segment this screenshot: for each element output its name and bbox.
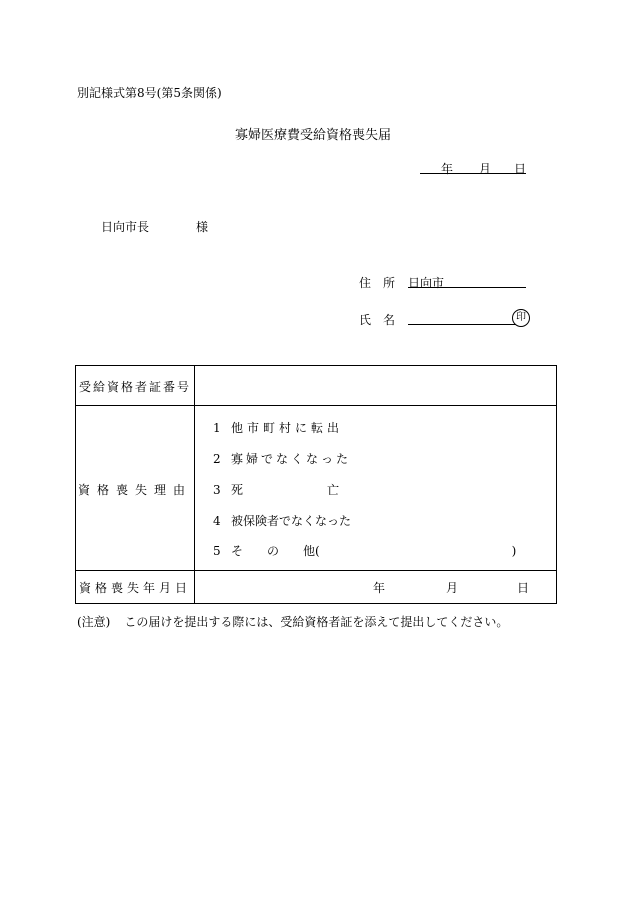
note-label: (注意) — [77, 615, 111, 629]
date-header-underline — [420, 161, 526, 174]
reason-text: 死 亡 — [231, 483, 340, 497]
addressee-honorific: 様 — [196, 220, 209, 234]
reason-text: 他市町村に転出 — [231, 421, 344, 435]
reason-number: 3 — [213, 483, 221, 497]
form-table — [75, 365, 557, 604]
address-field[interactable] — [408, 274, 526, 288]
reason-label: 資格喪失理由 — [77, 483, 192, 497]
name-label: 氏 名 — [359, 313, 396, 327]
reason-item-2[interactable] — [213, 450, 351, 467]
date-header-year: 年 — [441, 162, 454, 176]
reason-item-1[interactable] — [213, 419, 343, 436]
reason-number: 5 — [213, 544, 221, 558]
reason-item-3[interactable] — [213, 481, 339, 498]
reason-text: 寡婦でなくなった — [231, 452, 352, 466]
reason-number: 1 — [213, 421, 221, 435]
certificate-number-field[interactable] — [195, 366, 556, 405]
date-header-month: 月 — [479, 162, 492, 176]
address-label: 住 所 — [359, 276, 396, 290]
addressee-mayor: 日向市長 — [101, 220, 150, 234]
note-text: この届けを提出する際には、受給資格者証を添えて提出してください。 — [124, 615, 509, 629]
document-title: 寡婦医療費受給資格喪失届 — [235, 128, 392, 143]
form-reference: 別記様式第8号(第5条関係) — [77, 86, 222, 100]
note — [77, 613, 508, 630]
loss-date-month: 月 — [446, 581, 459, 595]
loss-date-label: 資格喪失年月日 — [78, 581, 191, 595]
date-header-day: 日 — [514, 162, 527, 176]
loss-date-year: 年 — [373, 581, 386, 595]
loss-date-day: 日 — [517, 581, 530, 595]
certificate-number-label: 受給資格者証番号 — [78, 380, 191, 394]
table-row-divider-1 — [76, 405, 556, 406]
seal-mark: 印 — [512, 309, 530, 327]
reason-number: 4 — [213, 514, 221, 528]
reason-text: そ の 他( ) — [231, 544, 517, 558]
loss-date-field[interactable] — [195, 571, 556, 603]
reason-item-5[interactable] — [213, 542, 516, 559]
reason-item-4[interactable] — [213, 512, 351, 529]
name-field[interactable] — [408, 311, 516, 325]
reason-number: 2 — [213, 452, 221, 466]
reason-text: 被保険者でなくなった — [231, 514, 352, 528]
address-value: 日向市 — [408, 276, 445, 290]
